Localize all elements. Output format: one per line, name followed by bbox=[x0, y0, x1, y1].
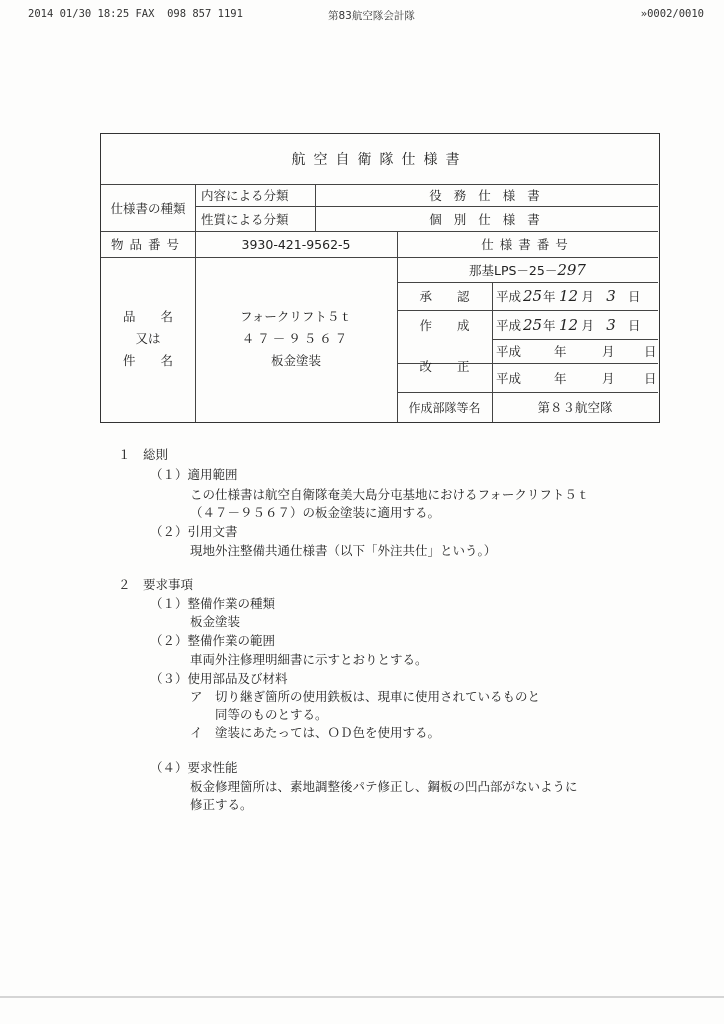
section-1-2-title: （２）引用文書 bbox=[150, 524, 238, 539]
approval-label: 承 認 bbox=[419, 289, 470, 304]
scan-edge-artifact bbox=[0, 996, 724, 998]
spec-no-handwritten: 297 bbox=[557, 260, 586, 279]
nature-class-label: 性質による分類 bbox=[201, 211, 289, 227]
content-class-value: 役 務 仕 様 書 bbox=[429, 188, 544, 203]
section-2-3-title: （３）使用部品及び材料 bbox=[150, 671, 288, 686]
fax-sender-name: 第83航空隊会計隊 bbox=[328, 10, 415, 22]
spec-no-prefix: 那基LPS－25－ bbox=[469, 262, 558, 278]
item-name-line: フォークリフト５ｔ bbox=[240, 308, 352, 324]
section-1-1-text: この仕様書は航空自衛隊奄美大島分屯基地におけるフォークリフト５ｔ bbox=[190, 487, 590, 502]
section-2-4-text: 修正する。 bbox=[190, 797, 253, 812]
subject-label: 件 名 bbox=[122, 352, 173, 368]
content-class-label: 内容による分類 bbox=[201, 188, 289, 203]
revision-date-2: 平成 年 月 日 bbox=[496, 370, 657, 386]
revision-date-1: 平成 年 月 日 bbox=[496, 344, 657, 359]
section-2-title: ２ 要求事項 bbox=[118, 577, 194, 592]
section-1-1-title: （１）適用範囲 bbox=[150, 467, 238, 482]
item-name-label-block bbox=[101, 257, 195, 422]
spec-no-value bbox=[397, 257, 658, 282]
creation-label: 作 成 bbox=[419, 317, 470, 333]
item-name-line: ４７－９５６７ bbox=[241, 330, 351, 346]
fax-sender-line: 2014 01/30 18:25 FAX 098 857 1191 bbox=[28, 8, 243, 20]
revision-label: 改 正 bbox=[419, 358, 470, 374]
dept-label: 作成部隊等名 bbox=[408, 400, 481, 415]
item-no-value: 3930-421-9562-5 bbox=[241, 236, 351, 252]
approval-date: 平成 25 年 12 月 3 日 bbox=[496, 287, 641, 305]
section-2-1-text: 板金塗装 bbox=[190, 614, 241, 629]
section-2-3-item-b: イ 塗装にあたっては、ＯＤ色を使用する。 bbox=[190, 725, 441, 740]
section-1-2-text: 現地外注整備共通仕様書（以下「外注共仕」という。） bbox=[190, 543, 497, 558]
spec-no-label: 仕様書番号 bbox=[481, 237, 574, 252]
spec-title: 航空自衛隊仕様書 bbox=[291, 152, 468, 168]
section-2-4-title: （４）要求性能 bbox=[150, 760, 238, 775]
item-name-or-label: 又は bbox=[135, 330, 161, 346]
creation-date: 平成 25 年 12 月 3 日 bbox=[496, 315, 641, 334]
section-1-1-text: （４７－９５６７）の板金塗装に適用する。 bbox=[190, 505, 441, 520]
section-1-title: １ 総則 bbox=[118, 447, 169, 462]
fax-page-counter: »0002/0010 bbox=[640, 8, 704, 20]
section-2-1-title: （１）整備作業の種類 bbox=[150, 596, 276, 611]
item-name-line: 板金塗装 bbox=[270, 352, 321, 368]
section-2-4-text: 板金修理箇所は、素地調整後パテ修正し、鋼板の凹凸部がないように bbox=[190, 779, 578, 794]
section-2-2-title: （２）整備作業の範囲 bbox=[150, 633, 276, 648]
item-name-label: 品 名 bbox=[122, 308, 173, 324]
item-no-label: 物品番号 bbox=[110, 237, 185, 252]
spec-header-table bbox=[100, 133, 660, 423]
section-2-3-item-a: 同等のものとする。 bbox=[215, 707, 328, 722]
section-2-2-text: 車両外注修理明細書に示すとおりとする。 bbox=[190, 652, 428, 667]
section-2-3-item-a: ア 切り継ぎ箇所の使用鉄板は、現車に使用されているものと bbox=[190, 689, 541, 704]
dept-value: 第８３航空隊 bbox=[537, 400, 613, 415]
item-name-value-block bbox=[195, 257, 397, 422]
spec-type-label: 仕様書の種類 bbox=[110, 200, 186, 216]
nature-class-value: 個 別 仕 様 書 bbox=[429, 211, 544, 227]
